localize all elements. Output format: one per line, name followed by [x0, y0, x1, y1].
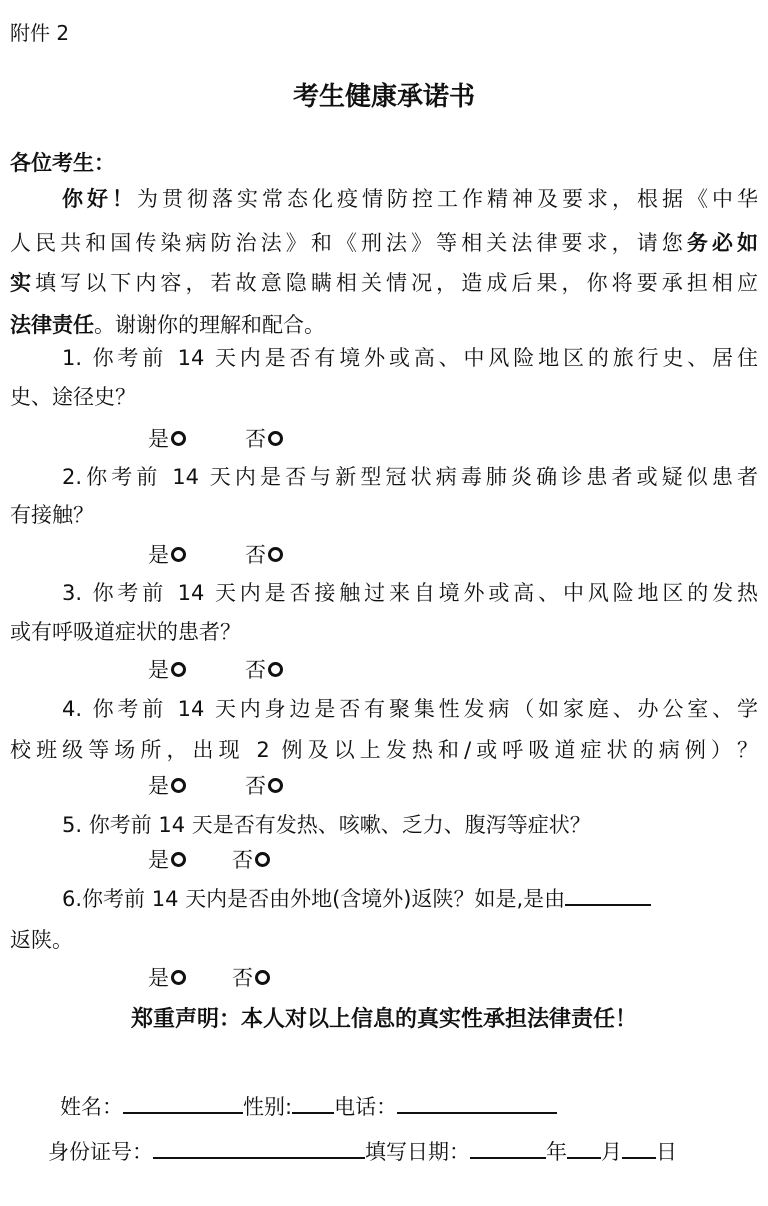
- q5-no-option[interactable]: [232, 845, 270, 875]
- q5-yes-option[interactable]: [148, 845, 186, 875]
- intro-text-2: 人民共和国传染病防治法》和《刑法》等相关法律要求，请您: [10, 231, 687, 255]
- origin-blank[interactable]: [565, 884, 651, 906]
- intro-text-4: 。谢谢你的理解和配合。: [94, 313, 325, 337]
- document-title: 考生健康承诺书: [292, 82, 475, 112]
- radio-icon[interactable]: [171, 431, 186, 446]
- question-5-line-1: 5. 你考前 14 天是否有发热、咳嗽、乏力、腹泻等症状？: [62, 813, 591, 837]
- question-1-line-2: 史、途径史？: [10, 385, 136, 409]
- name-label: 姓名：: [60, 1095, 123, 1119]
- radio-icon[interactable]: [171, 970, 186, 985]
- no-label: 否: [245, 543, 266, 567]
- gender-field[interactable]: [292, 1092, 334, 1114]
- question-3-line-2: 或有呼吸道症状的患者？: [10, 620, 241, 644]
- day-label: 日: [656, 1140, 677, 1164]
- q4-no-option[interactable]: [245, 771, 283, 801]
- intro-line-2: [10, 228, 758, 258]
- q6-yes-option[interactable]: [148, 963, 186, 993]
- id-label: 身份证号：: [48, 1140, 153, 1164]
- question-4-line-2: 校班级等场所，出现 2 例及以上发热和/或呼吸道症状的病例）？: [10, 738, 758, 762]
- yes-label: 是: [148, 848, 169, 872]
- q2-no-option[interactable]: [245, 540, 283, 570]
- radio-icon[interactable]: [268, 778, 283, 793]
- radio-icon[interactable]: [255, 970, 270, 985]
- no-label: 否: [232, 966, 253, 990]
- intro-line-4: [10, 310, 758, 340]
- radio-icon[interactable]: [171, 662, 186, 677]
- radio-icon[interactable]: [255, 852, 270, 867]
- name-field[interactable]: [123, 1092, 243, 1114]
- question-2-line-1: 2.你考前 14 天内是否与新型冠状病毒肺炎确诊患者或疑似患者: [62, 465, 758, 489]
- radio-icon[interactable]: [268, 547, 283, 562]
- declaration: 郑重声明：本人对以上信息的真实性承担法律责任！: [130, 1007, 637, 1032]
- q6-no-option[interactable]: [232, 963, 270, 993]
- attachment-label: 附件 2: [10, 21, 70, 45]
- question-6-text: 6.你考前 14 天内是否由外地(含境外)返陕？如是,是由: [62, 887, 566, 911]
- no-label: 否: [232, 848, 253, 872]
- question-3-line-1: 3. 你考前 14 天内是否接触过来自境外或高、中风险地区的发热: [62, 581, 758, 605]
- q4-yes-option[interactable]: [148, 771, 186, 801]
- intro-text-1: 为贯彻落实常态化疫情防控工作精神及要求，根据《中华: [137, 187, 758, 211]
- year-field[interactable]: [470, 1137, 546, 1159]
- q1-yes-option[interactable]: [148, 424, 186, 454]
- greeting: 各位考生：: [10, 151, 115, 175]
- question-6-line-1: [62, 884, 758, 914]
- question-2-line-2: 有接触？: [10, 503, 94, 527]
- phone-field[interactable]: [397, 1092, 557, 1114]
- footer-row-2: [48, 1137, 677, 1167]
- footer-row-1: [60, 1092, 557, 1122]
- question-4-line-1: 4. 你考前 14 天内身边是否有聚集性发病（如家庭、办公室、学: [62, 697, 758, 721]
- phone-label: 电话：: [334, 1095, 398, 1119]
- question-1-line-1: 1. 你考前 14 天内是否有境外或高、中风险地区的旅行史、居住: [62, 346, 758, 370]
- month-field[interactable]: [567, 1137, 601, 1159]
- intro-text-3: 填写以下内容，若故意隐瞒相关情况，造成后果，你将要承担相应: [35, 271, 759, 295]
- yes-label: 是: [148, 966, 169, 990]
- id-field[interactable]: [153, 1137, 365, 1159]
- radio-icon[interactable]: [171, 852, 186, 867]
- intro-hello: 你好！: [62, 187, 137, 211]
- day-field[interactable]: [622, 1137, 656, 1159]
- yes-label: 是: [148, 658, 169, 682]
- q3-yes-option[interactable]: [148, 655, 186, 685]
- yes-label: 是: [148, 427, 169, 451]
- q1-no-option[interactable]: [245, 424, 283, 454]
- radio-icon[interactable]: [171, 547, 186, 562]
- year-label: 年: [546, 1140, 567, 1164]
- yes-label: 是: [148, 774, 169, 798]
- gender-label: 性别:: [243, 1095, 293, 1119]
- no-label: 否: [245, 658, 266, 682]
- question-6-line-2: 返陕。: [10, 928, 73, 952]
- no-label: 否: [245, 774, 266, 798]
- month-label: 月: [601, 1140, 622, 1164]
- intro-bold-3: 法律责任: [10, 313, 94, 337]
- intro-line-3: [10, 268, 758, 298]
- radio-icon[interactable]: [268, 662, 283, 677]
- q2-yes-option[interactable]: [148, 540, 186, 570]
- intro-bold-1: 务必如: [686, 231, 758, 255]
- date-label: 填写日期：: [365, 1140, 470, 1164]
- radio-icon[interactable]: [268, 431, 283, 446]
- q3-no-option[interactable]: [245, 655, 283, 685]
- yes-label: 是: [148, 543, 169, 567]
- radio-icon[interactable]: [171, 778, 186, 793]
- no-label: 否: [245, 427, 266, 451]
- intro-bold-2: 实: [10, 271, 36, 295]
- intro-line-1: [62, 184, 758, 214]
